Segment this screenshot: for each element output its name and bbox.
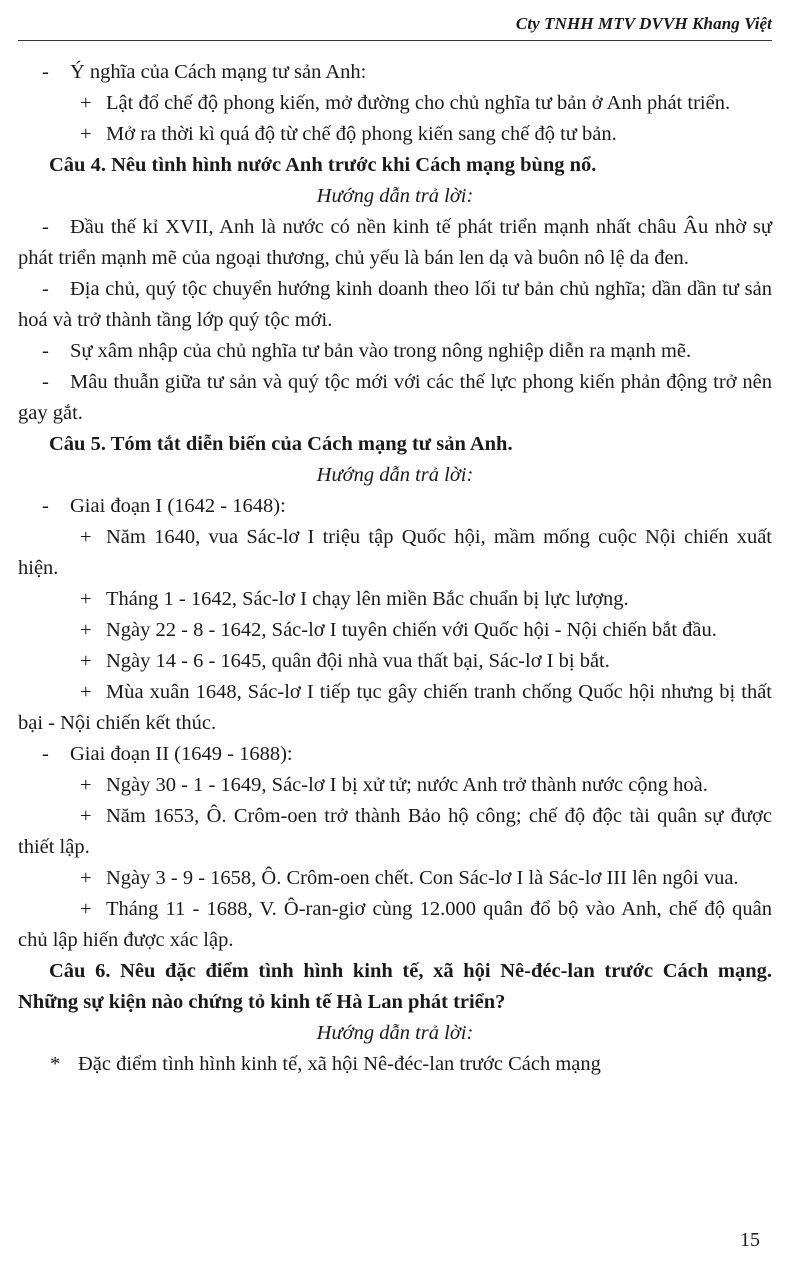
- bullet-item: - Sự xâm nhập của chủ nghĩa tư bản vào trong nông nghiệp diễn ra mạnh mẽ.: [18, 336, 772, 367]
- plus-marker: +: [80, 805, 92, 827]
- plus-marker: +: [80, 619, 92, 641]
- question-heading: Câu 4. Nêu tình hình nước Anh trước khi Cách mạng bùng nổ.: [49, 154, 597, 176]
- dash-marker: -: [42, 340, 49, 362]
- sub-bullet-item: + Năm 1653, Ô. Crôm-oen trở thành Bảo hộ công; chế độ độc tài quân sự được thiết lập.: [18, 801, 772, 863]
- sub-bullet-item: + Tháng 11 - 1688, V. Ô-ran-giơ cùng 12.000 quân đổ bộ vào Anh, chế độ quân chủ lập hiến được xác lập.: [18, 894, 772, 956]
- plus-marker: +: [80, 867, 92, 889]
- publisher-name: Cty TNHH MTV DVVH Khang Việt: [515, 14, 772, 33]
- answer-guide-label: Hướng dẫn trả lời:: [316, 185, 474, 207]
- bullet-item: - Ý nghĩa của Cách mạng tư sản Anh:: [18, 57, 772, 88]
- answer-guide-label: Hướng dẫn trả lời:: [316, 464, 474, 486]
- running-header: [18, 8, 772, 41]
- plus-marker: +: [80, 588, 92, 610]
- dash-marker: -: [42, 371, 49, 393]
- dash-marker: -: [42, 61, 49, 83]
- page-number: 15: [740, 1229, 760, 1251]
- asterisk-marker: *: [50, 1053, 61, 1075]
- dash-marker: -: [42, 216, 49, 238]
- sub-bullet-item: + Mùa xuân 1648, Sác-lơ I tiếp tục gây chiến tranh chống Quốc hội nhưng bị thất bại - Nội chiến kết thúc.: [18, 677, 772, 739]
- bullet-item: - Giai đoạn II (1649 - 1688):: [18, 739, 772, 770]
- dash-marker: -: [42, 743, 49, 765]
- sub-bullet-item: + Tháng 1 - 1642, Sác-lơ I chạy lên miền Bắc chuẩn bị lực lượng.: [18, 584, 772, 615]
- answer-guide-label: Hướng dẫn trả lời:: [316, 1022, 474, 1044]
- bullet-item: - Mâu thuẫn giữa tư sản và quý tộc mới với các thế lực phong kiến phản động trở nên gay gắt.: [18, 367, 772, 429]
- question-heading: Câu 6. Nêu đặc điểm tình hình kinh tế, xã hội Nê-đéc-lan trước Cách mạng. Những sự kiện nào chứng tỏ kinh tế Hà Lan phát triển?: [18, 960, 772, 1013]
- bullet-item: - Giai đoạn I (1642 - 1648):: [18, 491, 772, 522]
- sub-bullet-item: + Ngày 14 - 6 - 1645, quân đội nhà vua thất bại, Sác-lơ I bị bắt.: [18, 646, 772, 677]
- sub-bullet-item: + Ngày 22 - 8 - 1642, Sác-lơ I tuyên chiến với Quốc hội - Nội chiến bắt đầu.: [18, 615, 772, 646]
- plus-marker: +: [80, 526, 92, 548]
- plus-marker: +: [80, 774, 92, 796]
- star-bullet-item: * Đặc điểm tình hình kinh tế, xã hội Nê-đéc-lan trước Cách mạng: [18, 1049, 772, 1080]
- sub-bullet-item: + Năm 1640, vua Sác-lơ I triệu tập Quốc hội, mầm mống cuộc Nội chiến xuất hiện.: [18, 522, 772, 584]
- sub-bullet-item: + Mở ra thời kì quá độ từ chế độ phong kiến sang chế độ tư bản.: [18, 119, 772, 150]
- plus-marker: +: [80, 123, 92, 145]
- page-body: [18, 57, 772, 1080]
- plus-marker: +: [80, 92, 92, 114]
- sub-bullet-item: + Ngày 3 - 9 - 1658, Ô. Crôm-oen chết. Con Sác-lơ I là Sác-lơ III lên ngôi vua.: [18, 863, 772, 894]
- sub-bullet-item: + Ngày 30 - 1 - 1649, Sác-lơ I bị xử tử; nước Anh trở thành nước cộng hoà.: [18, 770, 772, 801]
- bullet-item: - Đầu thế kỉ XVII, Anh là nước có nền kinh tế phát triển mạnh nhất châu Âu nhờ sự phát triển mạnh mẽ của ngoại thương, chủ yếu là bán len dạ và buôn nô lệ da đen.: [18, 212, 772, 274]
- dash-marker: -: [42, 278, 49, 300]
- plus-marker: +: [80, 898, 92, 920]
- bullet-item: - Địa chủ, quý tộc chuyển hướng kinh doanh theo lối tư bản chủ nghĩa; dần dần tư sản hoá và trở thành tầng lớp quý tộc mới.: [18, 274, 772, 336]
- question-heading: Câu 5. Tóm tắt diễn biến của Cách mạng tư sản Anh.: [49, 433, 513, 455]
- plus-marker: +: [80, 681, 92, 703]
- sub-bullet-item: + Lật đổ chế độ phong kiến, mở đường cho chủ nghĩa tư bản ở Anh phát triển.: [18, 88, 772, 119]
- plus-marker: +: [80, 650, 92, 672]
- dash-marker: -: [42, 495, 49, 517]
